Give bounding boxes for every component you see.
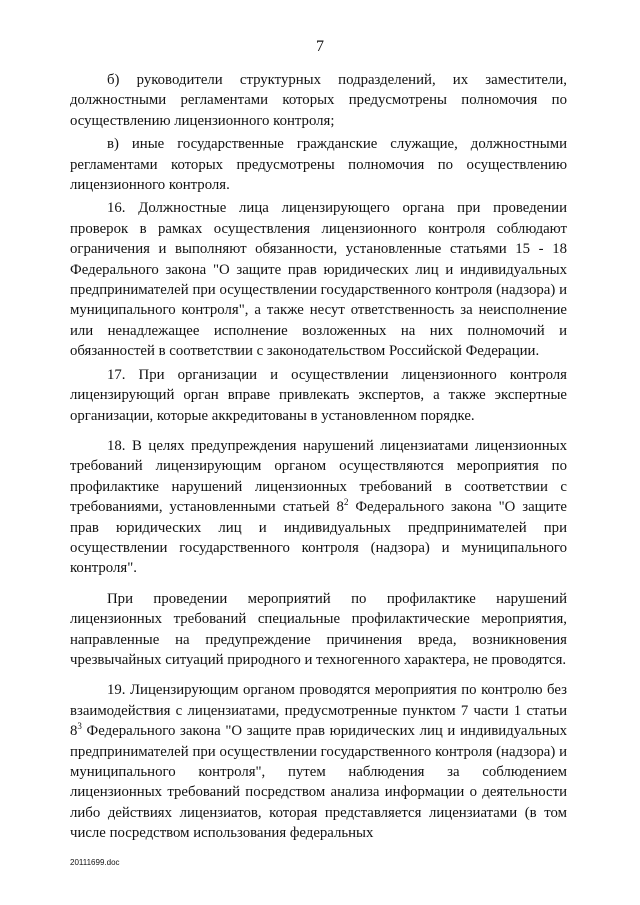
document-body xyxy=(70,70,567,844)
paragraph-18-continuation: При проведении мероприятий по профилактике нарушений лицензионных требований специальные профилактические мероприятия, направленные на предупреждение причинения вреда, возникновения чрезвычайных ситуаций природного и техногенного характера, не проводятся. xyxy=(70,590,567,668)
paragraph-16: 16. Должностные лица лицензирующего органа при проведении проверок в рамках осуществления лицензионного контроля соблюдают ограничения и выполняют обязанности, установленные статьями 15 - 18 Федерального закона "О защите прав юридических лиц и индивидуальных предпринимателей при осуществлении государственного контроля (надзора) и муниципального контроля", а также несут ответственность за неисполнение или ненадлежащее исполнение возложенных на них полномочий и обязанностей в соответствии с законодательством Российской Федерации. xyxy=(70,200,567,360)
paragraph-17: 17. При организации и осуществлении лицензионного контроля лицензирующий орган вправе привлекать экспертов, а также экспертные организации, которые аккредитованы в установленном порядке. xyxy=(70,366,567,424)
paragraph-18-superscript: 2 xyxy=(343,497,349,508)
paragraph-18-text-b: Федерального закона "О защите прав юридических лиц и индивидуальных предпринимателей при осуществлении государственного контроля (надзора) и муниципального контроля". xyxy=(70,499,567,577)
page-number: 7 xyxy=(316,38,324,55)
paragraph-19-text-b: Федерального закона "О защите прав юридических лиц и индивидуальных предпринимателей при осуществлении государственного контроля (надзора) и муниципального контроля", путем наблюдения за соблюдением лицензионных требований посредством анализа информации о деятельности либо действиях лицензиатов, которая представляется лицензиатами (в том числе посредством использования федеральных xyxy=(70,723,567,842)
paragraph-18-text-a: 18. В целях предупреждения нарушений лицензиатами лицензионных требований лицензирующим органом осуществляются мероприятия по профилактике нарушений лицензионных требований в соответствии с требованиями, установленными статьей 8 xyxy=(70,437,567,516)
paragraph-19 xyxy=(70,680,567,843)
paragraph-18 xyxy=(70,436,567,579)
document-filename-footer: 20111699.doc xyxy=(70,858,120,867)
paragraph-19-superscript: 3 xyxy=(77,721,82,732)
paragraph-b: б) руководители структурных подразделений, их заместители, должностными регламентами которых предусмотрены полномочия по осуществлению лицензионного контроля; xyxy=(70,72,567,129)
paragraph-v: в) иные государственные гражданские служащие, должностными регламентами которых предусмотрены полномочия по осуществлению лицензионного контроля. xyxy=(70,136,567,194)
paragraph-19-text-a: 19. Лицензирующим органом проводятся мероприятия по контролю без взаимодействия с лицензиатами, предусмотренные пунктом 7 части 1 статьи 8 xyxy=(70,682,567,740)
